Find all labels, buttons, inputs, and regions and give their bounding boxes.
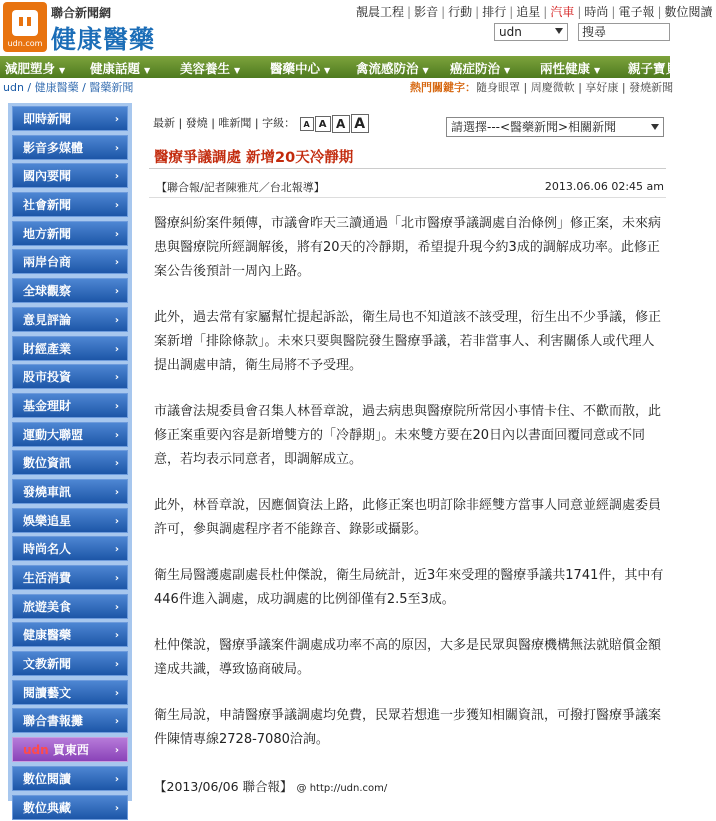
- sidebar-item-label: 旅遊美食: [23, 599, 72, 614]
- tool-latest[interactable]: 最新: [153, 116, 175, 130]
- chevron-right-icon: ›: [114, 429, 119, 441]
- chevron-right-icon: ›: [114, 171, 119, 183]
- chevron-right-icon: ›: [114, 687, 119, 699]
- chevron-right-icon: ›: [114, 601, 119, 613]
- chevron-right-icon: ›: [114, 228, 119, 240]
- sidebar-item-label: 社會新聞: [23, 198, 72, 213]
- sidebar: [8, 103, 132, 815]
- sidebar-item-label: 國內要聞: [23, 169, 72, 184]
- breadcrumb-link[interactable]: 健康醫藥: [34, 81, 79, 94]
- chevron-right-icon: ›: [114, 573, 119, 584]
- article-main: [143, 102, 670, 801]
- related-news-select[interactable]: [446, 117, 664, 137]
- divider: [149, 197, 666, 198]
- sidebar-item-label: 聯合書報攤: [23, 714, 84, 729]
- sidebar-item[interactable]: [12, 307, 128, 332]
- sidebar-item-label: 影音多媒體: [23, 140, 84, 155]
- article-paragraph: 市議會法規委員會召集人林晉章說，過去病患與醫療院所常因小事情卡住、不歡而散，此修正案重要內容是新增雙方的「冷靜期」。未來雙方要在20日內以書面回覆同意或不同意，若均表示同意者，即調解成立。: [154, 404, 662, 467]
- site-title[interactable]: 健康醫藥: [51, 25, 156, 54]
- sidebar-item-label: 文教新聞: [23, 657, 72, 672]
- hot-keyword[interactable]: 隨身眼罩: [476, 81, 520, 94]
- article-body: [154, 212, 664, 774]
- article-footer: [154, 777, 387, 795]
- chevron-right-icon: ›: [114, 314, 119, 326]
- sidebar-item-label: 基金理財: [23, 398, 72, 413]
- sidebar-item[interactable]: [12, 680, 128, 705]
- article-paragraph: 衛生局醫護處副處長杜仲傑說，衛生局統計，近3年來受理的醫療爭議共1741件，其中有446件進入調處，成功調處的比例卻僅有2.5至3成。: [154, 568, 664, 607]
- sidebar-item[interactable]: [12, 106, 128, 131]
- sidebar-item[interactable]: [12, 795, 128, 820]
- sidebar-item[interactable]: [12, 737, 128, 762]
- font-size-small-button[interactable]: A: [300, 117, 314, 131]
- hot-keyword[interactable]: 周慶微軟: [530, 81, 575, 94]
- sidebar-item[interactable]: [12, 565, 128, 590]
- sidebar-item-label: 全球觀察: [23, 284, 72, 299]
- sidebar-item[interactable]: [12, 163, 128, 188]
- sidebar-item-label: 數位閱讀: [23, 771, 72, 786]
- chevron-down-icon: [555, 28, 563, 34]
- hot-keyword[interactable]: 發燒新聞: [629, 81, 674, 94]
- top-link[interactable]: 行動: [448, 5, 473, 19]
- site-subtitle[interactable]: 聯合新聞網: [51, 6, 112, 20]
- nav-item[interactable]: 禽流感防治 ▼: [356, 61, 429, 76]
- sidebar-item-label: 即時新聞: [23, 112, 72, 126]
- search-input[interactable]: [578, 23, 670, 41]
- sidebar-item-label: 發燒車訊: [23, 484, 72, 499]
- chevron-down-icon: [651, 124, 659, 130]
- chevron-right-icon: ›: [114, 486, 119, 498]
- font-size-label: 字級：: [262, 116, 296, 130]
- sidebar-item[interactable]: [12, 192, 128, 217]
- sidebar-item-label: 數位資訊: [23, 456, 72, 471]
- article-paragraph: 杜仲傑說，醫療爭議案件調處成功率不高的原因，大多是民眾與醫療機構無法就賠償金額達成共識，導致協商破局。: [154, 638, 662, 677]
- plug-icon: [12, 10, 38, 36]
- chevron-right-icon: ›: [114, 286, 119, 298]
- sidebar-item-label: 財經產業: [23, 341, 72, 356]
- article-source: 【2013/06/06 聯合報】: [154, 779, 293, 794]
- chevron-right-icon: ›: [114, 372, 119, 384]
- article-paragraph: 醫療糾紛案件頻傳，市議會昨天三讀通過「北市醫療爭議調處自治條例」修正案，未來病患與醫療院所經調解後，將有20天的冷靜期，希望提升現今約3成的調解成功率。此修正案公告後預計一周內上路。: [154, 216, 662, 279]
- sidebar-item[interactable]: [12, 766, 128, 791]
- logo-url-text: udn.com: [7, 39, 43, 48]
- sidebar-item[interactable]: [12, 393, 128, 418]
- related-news-value: 請選擇---<醫藥新聞>相關新聞: [451, 120, 617, 134]
- article-paragraph: 此外，林晉章說，因應個資法上路，此修正案也明訂除非經雙方當事人同意並經調處委員許可，參與調處程序者不能錄音、錄影或攝影。: [154, 498, 662, 537]
- hot-keyword[interactable]: 享好康: [585, 81, 619, 94]
- sidebar-item-label: 股市投資: [23, 370, 72, 385]
- chevron-right-icon: ›: [114, 544, 119, 556]
- search-scope-select[interactable]: [494, 23, 568, 41]
- article-paragraph: 衛生局說，申請醫療爭議調處均免費，民眾若想進一步獲知相關資訊，可撥打醫療爭議案件陳情專線2728-7080洽詢。: [154, 708, 662, 747]
- chevron-right-icon: ›: [114, 458, 119, 470]
- chevron-right-icon: ›: [114, 773, 119, 785]
- chevron-right-icon: ›: [114, 716, 119, 728]
- breadcrumb: udn / 健康醫藥 / 醫藥新聞: [3, 81, 134, 94]
- sidebar-item-label: 兩岸台商: [23, 255, 72, 270]
- top-link[interactable]: 數位閱讀: [664, 5, 713, 19]
- top-link[interactable]: 影音: [414, 5, 439, 19]
- nav-item[interactable]: 醫藥中心 ▼: [270, 61, 331, 76]
- divider: [149, 168, 666, 169]
- top-link[interactable]: 靚晨工程: [356, 5, 405, 19]
- font-size-xlarge-button[interactable]: A: [351, 114, 369, 133]
- sidebar-item-label: 閱讀藝文: [23, 685, 72, 700]
- site-header: [0, 0, 713, 56]
- breadcrumb-link[interactable]: 醫藥新聞: [89, 81, 134, 94]
- sidebar-item-label: 運動大聯盟: [23, 427, 84, 442]
- nav-item[interactable]: 美容養生 ▼: [180, 61, 241, 76]
- article-headline: 醫療爭議調處 新增20天冷靜期: [154, 150, 354, 166]
- font-size-medium-button[interactable]: A: [315, 116, 331, 132]
- chevron-right-icon: ›: [114, 114, 119, 125]
- nav-item[interactable]: 兩性健康 ▼: [540, 61, 601, 76]
- nav-item[interactable]: 健康話題 ▼: [90, 61, 151, 76]
- chevron-right-icon: ›: [114, 400, 119, 412]
- chevron-right-icon: ›: [114, 802, 119, 814]
- chevron-right-icon: ›: [114, 515, 119, 527]
- tool-only[interactable]: 唯新聞: [218, 116, 252, 130]
- main-nav: [0, 56, 679, 78]
- sidebar-item[interactable]: [12, 422, 128, 447]
- article-datetime: 2013.06.06 02:45 am: [544, 180, 664, 193]
- chevron-right-icon: ›: [114, 659, 119, 671]
- top-link[interactable]: 排行: [482, 5, 507, 19]
- search-placeholder: 搜尋: [582, 25, 607, 39]
- sidebar-item-label: 地方新聞: [23, 226, 72, 241]
- sidebar-item[interactable]: [12, 450, 128, 475]
- font-size-large-button[interactable]: A: [332, 115, 350, 133]
- sidebar-item[interactable]: [12, 594, 128, 619]
- sidebar-item-label: 健康醫藥: [23, 628, 72, 643]
- chevron-right-icon: ›: [114, 745, 119, 757]
- sidebar-item[interactable]: [12, 336, 128, 361]
- top-link[interactable]: 電子報: [618, 5, 655, 19]
- hot-keywords-label: 熱門關鍵字：: [410, 81, 476, 94]
- sidebar-item-label: 時尚名人: [23, 542, 72, 557]
- sidebar-item[interactable]: [12, 221, 128, 246]
- top-link[interactable]: 時尚: [584, 5, 609, 19]
- article-source-url[interactable]: @ http://udn.com/: [296, 783, 388, 794]
- article-toolbar: 最新 | 發燒 | 唯新聞 | 字級： A A A A: [153, 114, 369, 133]
- sidebar-item[interactable]: [12, 364, 128, 389]
- chevron-right-icon: ›: [114, 142, 119, 154]
- udn-logo[interactable]: [3, 2, 47, 52]
- sidebar-item[interactable]: [12, 249, 128, 274]
- sidebar-item-label: 意見評論: [23, 312, 72, 327]
- top-links: 靚晨工程 | 影音 | 行動 | 排行 | 追星 | 汽車 | 時尚 | 電子報 | 數位閱讀: [353, 3, 716, 20]
- sidebar-item-prefix: udn: [23, 743, 49, 758]
- nav-item[interactable]: 親子寶貝: [628, 61, 679, 76]
- chevron-right-icon: ›: [114, 257, 119, 269]
- chevron-right-icon: ›: [114, 343, 119, 355]
- hot-keywords: 熱門關鍵字：隨身眼罩 | 周慶微軟 | 享好康 | 發燒新聞: [410, 81, 674, 94]
- article-paragraph: 此外，過去常有家屬幫忙提起訴訟，衛生局也不知道該不該受理，衍生出不少爭議，修正案新增「排除條款」。未來只要與醫院發生醫療爭議，若非當事人、利害關係人或代理人提出調處申請，衛生局將不予受理。: [154, 310, 662, 373]
- tool-hot[interactable]: 發燒: [185, 116, 208, 130]
- chevron-right-icon: ›: [114, 200, 119, 212]
- sidebar-item-label: 娛樂追星: [23, 513, 72, 528]
- sidebar-item[interactable]: [12, 708, 128, 733]
- chevron-right-icon: ›: [114, 630, 119, 642]
- sidebar-item[interactable]: [12, 135, 128, 160]
- sidebar-item-label: 數位典藏: [23, 800, 72, 815]
- nav-item[interactable]: 癌症防治 ▼: [450, 61, 511, 76]
- sidebar-item[interactable]: [12, 479, 128, 504]
- breadcrumb-link[interactable]: udn: [3, 81, 24, 94]
- top-link-highlight[interactable]: 汽車: [550, 5, 575, 19]
- sidebar-item[interactable]: [12, 651, 128, 676]
- top-link[interactable]: 追星: [516, 5, 541, 19]
- sidebar-item-label: 買東西: [52, 743, 89, 758]
- article-byline: 【聯合報/記者陳雅芃／台北報導】: [156, 181, 325, 194]
- sidebar-item[interactable]: [12, 278, 128, 303]
- sidebar-item-label: 生活消費: [23, 571, 72, 585]
- nav-item[interactable]: 減肥塑身 ▼: [5, 61, 66, 76]
- sidebar-item[interactable]: [12, 508, 128, 533]
- search-scope-value: udn: [499, 25, 522, 39]
- sidebar-item[interactable]: [12, 536, 128, 561]
- sidebar-item[interactable]: [12, 622, 128, 647]
